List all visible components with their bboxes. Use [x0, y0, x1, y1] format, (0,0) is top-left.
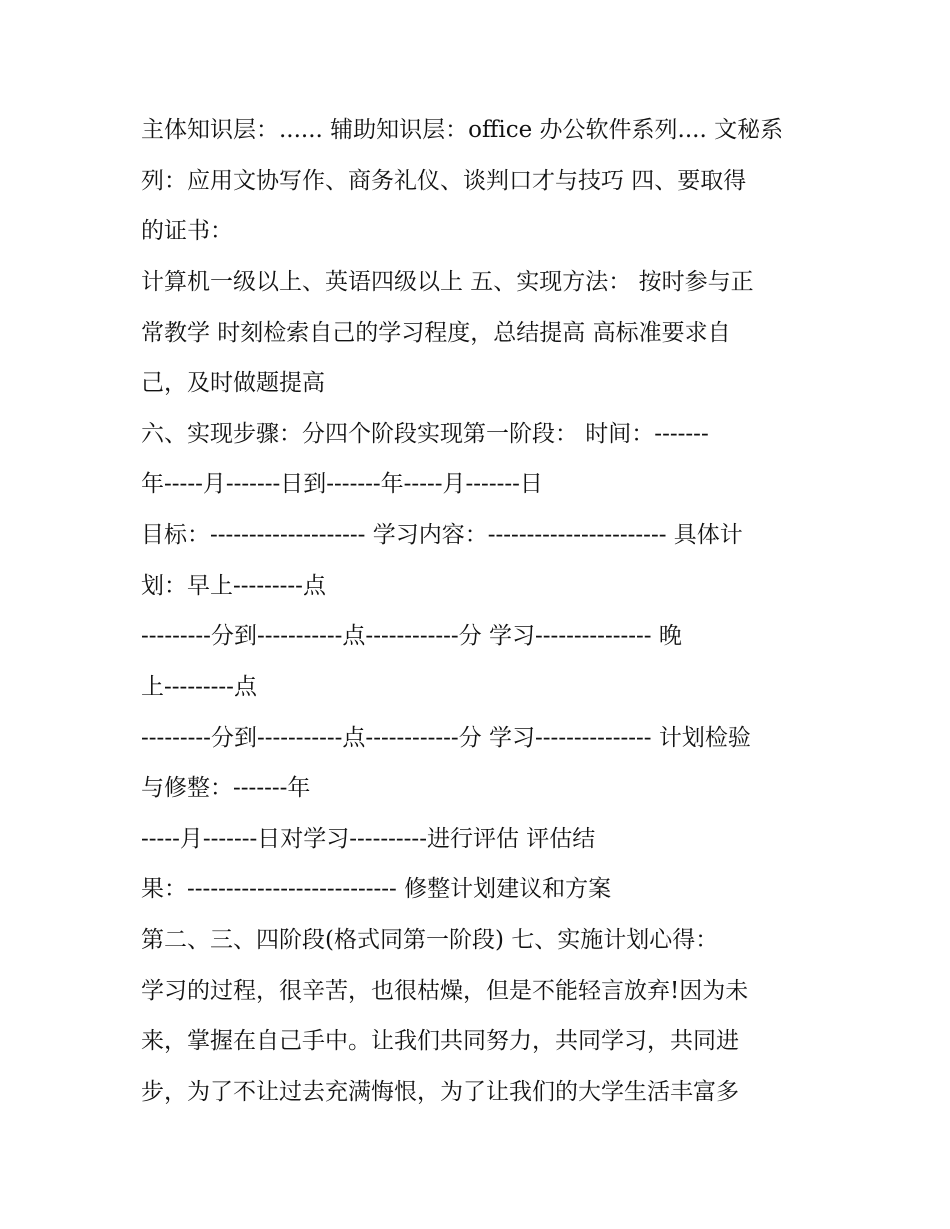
text-line: 学习的过程，很辛苦，也很枯燥，但是不能轻言放弃!因为未	[141, 978, 749, 1004]
text-line: 列：应用文协写作、商务礼仪、谈判口才与技巧 四、要取得	[141, 168, 747, 194]
text-line: 主体知识层：...... 辅助知识层：office 办公软件系列.... 文秘系	[141, 117, 784, 143]
text-line: -----月-------日对学习----------进行评估 评估结	[141, 826, 596, 852]
text-line: 己，及时做题提高	[141, 370, 325, 396]
text-line: 果：--------------------------- 修整计划建议和方案	[141, 876, 612, 902]
text-line: 年-----月-------日到-------年-----月-------日	[141, 471, 543, 497]
text-line: 常教学 时刻检索自己的学习程度，总结提高 高标准要求自	[141, 320, 731, 346]
text-line: 划：早上---------点	[141, 573, 326, 599]
text-line: 来，掌握在自己手中。让我们共同努力，共同学习，共同进	[141, 1028, 739, 1054]
text-line: 步，为了不让过去充满悔恨，为了让我们的大学生活丰富多	[141, 1079, 739, 1105]
text-line: 目标：-------------------- 学习内容：----------------------- 具体计	[141, 522, 743, 548]
text-line: 六、实现步骤：分四个阶段实现第一阶段： 时间：-------	[141, 421, 709, 447]
text-line: 计算机一级以上、英语四级以上 五、实现方法： 按时参与正	[141, 269, 754, 295]
text-line: 的证书：	[141, 218, 233, 244]
text-line: 与修整：-------年	[141, 775, 311, 801]
text-line: ---------分到-----------点------------分 学习--------------- 计划检验	[141, 725, 751, 751]
text-line: ---------分到-----------点------------分 学习--------------- 晚	[141, 623, 682, 649]
text-line: 上---------点	[141, 674, 257, 700]
text-line: 第二、三、四阶段(格式同第一阶段) 七、实施计划心得：	[141, 927, 719, 953]
